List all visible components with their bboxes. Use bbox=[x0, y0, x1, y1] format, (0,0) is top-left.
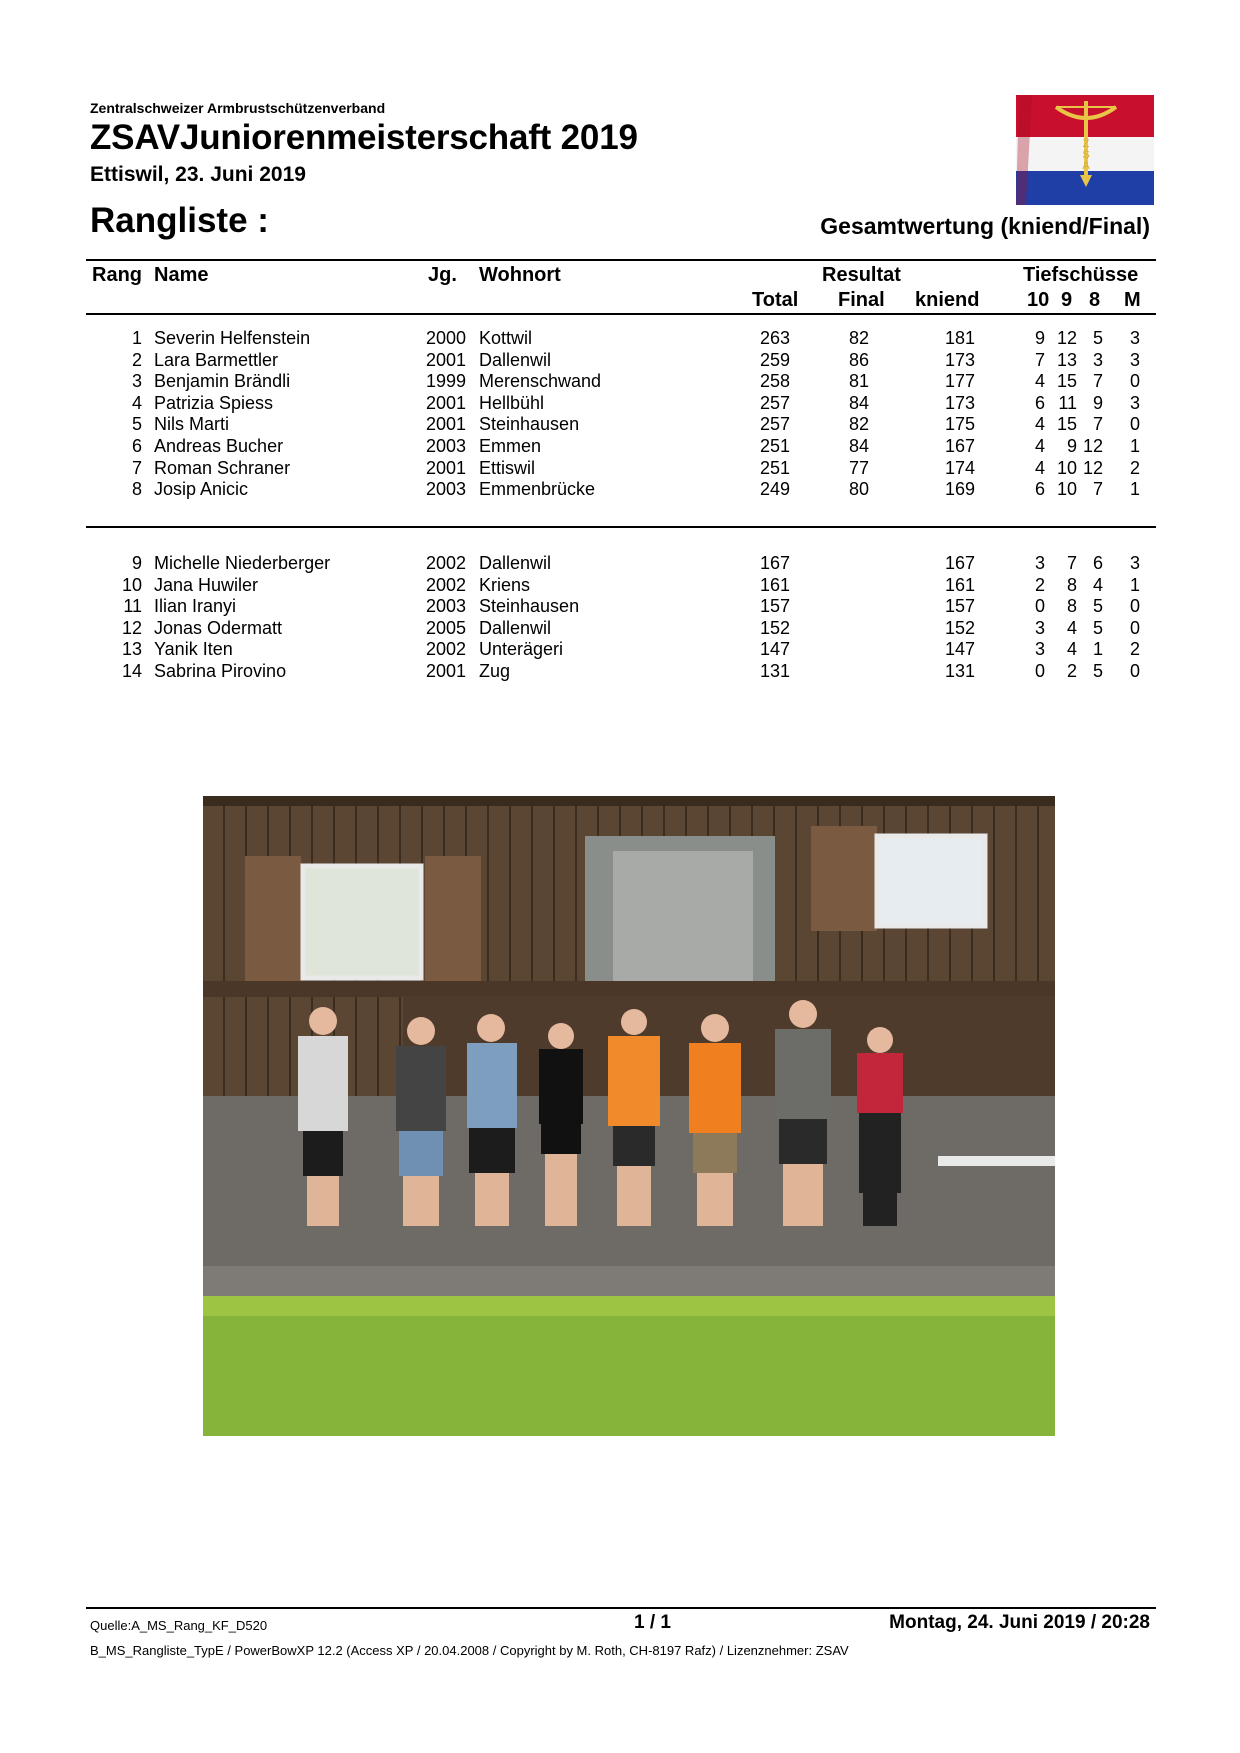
cell-t10: 6 bbox=[1034, 392, 1045, 413]
cell-tm: 3 bbox=[1129, 349, 1140, 370]
cell-tm: 0 bbox=[1129, 661, 1140, 681]
cell-t8: 12 bbox=[1082, 436, 1103, 456]
cell-rang: 4 bbox=[131, 392, 142, 413]
cell-jg: 2001 bbox=[425, 457, 466, 478]
col-header-t9: 9 bbox=[1061, 289, 1073, 311]
cell-jg: 2000 bbox=[425, 328, 466, 348]
cell-total: 251 bbox=[759, 436, 790, 456]
cell-t10: 0 bbox=[1034, 661, 1045, 681]
cell-wohnort: Steinhausen bbox=[479, 596, 580, 617]
cell-tm: 0 bbox=[1129, 371, 1140, 392]
cell-t9: 11 bbox=[1058, 392, 1077, 413]
cell-t10: 4 bbox=[1034, 371, 1045, 392]
cell-t8: 5 bbox=[1092, 661, 1103, 681]
cell-jg: 2003 bbox=[425, 596, 466, 617]
cell-rang: 5 bbox=[131, 414, 142, 435]
cell-rang: 13 bbox=[121, 639, 142, 660]
cell-kniend: 167 bbox=[944, 553, 975, 573]
cell-total: 258 bbox=[759, 371, 790, 392]
cell-t8: 3 bbox=[1092, 349, 1103, 370]
cell-wohnort: Merenschwand bbox=[479, 371, 602, 392]
cell-tm: 1 bbox=[1129, 479, 1140, 500]
cell-t10: 7 bbox=[1034, 349, 1045, 370]
cell-name: Michelle Niederberger bbox=[154, 553, 331, 573]
table-header-rule bbox=[86, 313, 1156, 315]
cell-rang: 3 bbox=[131, 371, 142, 392]
footer-print-date: Montag, 24. Juni 2019 / 20:28 bbox=[889, 1612, 1150, 1633]
cell-t9: 4 bbox=[1066, 639, 1077, 660]
col-header-kniend: kniend bbox=[915, 289, 980, 311]
cell-t9: 8 bbox=[1066, 596, 1077, 617]
cell-t8: 5 bbox=[1092, 328, 1103, 348]
cell-rang: 2 bbox=[131, 349, 142, 370]
cell-rang: 10 bbox=[121, 574, 142, 595]
col-header-jg: Jg. bbox=[428, 264, 457, 286]
cell-name: Roman Schraner bbox=[154, 457, 291, 478]
cell-tm: 3 bbox=[1129, 392, 1140, 413]
cell-wohnort: Ettiswil bbox=[479, 457, 536, 478]
cell-final: 84 bbox=[848, 392, 869, 413]
cell-name: Andreas Bucher bbox=[154, 436, 284, 456]
group-photo-icon bbox=[203, 796, 1055, 1436]
cell-t10: 4 bbox=[1034, 414, 1045, 435]
cell-tm: 2 bbox=[1129, 457, 1140, 478]
cell-t10: 6 bbox=[1034, 479, 1045, 500]
cell-wohnort: Emmenbrücke bbox=[479, 479, 596, 500]
cell-t10: 3 bbox=[1034, 617, 1045, 638]
cell-rang: 1 bbox=[131, 328, 142, 348]
cell-kniend: 181 bbox=[944, 328, 975, 348]
cell-t8: 7 bbox=[1092, 414, 1103, 435]
cell-t9: 8 bbox=[1066, 574, 1077, 595]
cell-jg: 2001 bbox=[425, 661, 466, 681]
cell-kniend: 161 bbox=[944, 574, 975, 595]
cell-rang: 12 bbox=[121, 617, 142, 638]
cell-t9: 12 bbox=[1056, 328, 1077, 348]
cell-total: 263 bbox=[759, 328, 790, 348]
cell-final: 80 bbox=[848, 479, 869, 500]
footer-source: Quelle:A_MS_Rang_KF_D520 bbox=[90, 1618, 268, 1633]
cell-name: Ilian Iranyi bbox=[154, 596, 237, 617]
cell-t9: 4 bbox=[1066, 617, 1077, 638]
col-header-t8: 8 bbox=[1089, 289, 1101, 311]
cell-wohnort: Unterägeri bbox=[479, 639, 564, 660]
cell-rang: 9 bbox=[131, 553, 142, 573]
evaluation-type: Gesamtwertung (kniend/Final) bbox=[820, 213, 1150, 239]
cell-jg: 2005 bbox=[425, 617, 466, 638]
cell-jg: 2002 bbox=[425, 553, 466, 573]
cell-t8: 1 bbox=[1092, 639, 1103, 660]
finalists-separator-rule bbox=[86, 526, 1156, 528]
cell-t10: 0 bbox=[1034, 596, 1045, 617]
cell-t8: 7 bbox=[1092, 371, 1103, 392]
cell-t8: 7 bbox=[1092, 479, 1103, 500]
cell-jg: 2002 bbox=[425, 639, 466, 660]
cell-t9: 2 bbox=[1066, 661, 1077, 681]
cell-jg: 2001 bbox=[425, 414, 466, 435]
cell-tm: 0 bbox=[1129, 617, 1140, 638]
cell-total: 147 bbox=[759, 639, 790, 660]
cell-t9: 15 bbox=[1056, 371, 1077, 392]
list-title: Rangliste : bbox=[90, 201, 269, 240]
cell-total: 152 bbox=[759, 617, 790, 638]
col-header-resultat: Resultat bbox=[822, 264, 901, 286]
cell-wohnort: Kriens bbox=[479, 574, 531, 595]
cell-final: 82 bbox=[848, 328, 869, 348]
cell-total: 249 bbox=[759, 479, 790, 500]
cell-name: Yanik Iten bbox=[154, 639, 233, 660]
organization-name: Zentralschweizer Armbrustschützenverband bbox=[90, 100, 386, 116]
cell-rang: 14 bbox=[121, 661, 142, 681]
cell-wohnort: Hellbühl bbox=[479, 392, 545, 413]
cell-name: Benjamin Brändli bbox=[154, 371, 291, 392]
cell-t9: 10 bbox=[1056, 457, 1077, 478]
cell-tm: 2 bbox=[1129, 639, 1140, 660]
cell-t10: 4 bbox=[1034, 436, 1045, 456]
cell-t8: 9 bbox=[1092, 392, 1103, 413]
cell-jg: 2003 bbox=[425, 479, 466, 500]
cell-total: 257 bbox=[759, 392, 790, 413]
col-header-wohnort: Wohnort bbox=[479, 264, 561, 286]
footer-copyright: B_MS_Rangliste_TypE / PowerBowXP 12.2 (Access XP / 20.04.2008 / Copyright by M. Roth, CH-8197 Rafz) / Lizenznehmer: ZSAV bbox=[90, 1643, 849, 1658]
cell-wohnort: Steinhausen bbox=[479, 414, 580, 435]
cell-final: 84 bbox=[848, 436, 869, 456]
table-top-rule bbox=[86, 259, 1156, 261]
col-header-total: Total bbox=[752, 289, 799, 311]
cell-kniend: 157 bbox=[944, 596, 975, 617]
crossbow-flag-icon bbox=[1016, 95, 1154, 205]
cell-t9: 9 bbox=[1066, 436, 1077, 456]
cell-total: 251 bbox=[759, 457, 790, 478]
cell-jg: 2001 bbox=[425, 392, 466, 413]
cell-wohnort: Dallenwil bbox=[479, 617, 552, 638]
cell-name: Josip Anicic bbox=[154, 479, 249, 500]
cell-kniend: 174 bbox=[944, 457, 975, 478]
cell-t10: 4 bbox=[1034, 457, 1045, 478]
cell-wohnort: Zug bbox=[479, 661, 511, 681]
cell-wohnort: Dallenwil bbox=[479, 553, 552, 573]
cell-name: Sabrina Pirovino bbox=[154, 661, 287, 681]
cell-kniend: 173 bbox=[944, 349, 975, 370]
cell-tm: 1 bbox=[1129, 436, 1140, 456]
col-header-final: Final bbox=[838, 289, 885, 311]
cell-t9: 15 bbox=[1056, 414, 1077, 435]
svg-text:Z: Z bbox=[1082, 138, 1090, 150]
col-header-tiefschuesse: Tiefschüsse bbox=[1023, 264, 1139, 286]
cell-rang: 6 bbox=[131, 436, 142, 456]
cell-name: Jana Huwiler bbox=[154, 574, 259, 595]
cell-final: 77 bbox=[848, 457, 869, 478]
cell-total: 259 bbox=[759, 349, 790, 370]
cell-final: 86 bbox=[848, 349, 869, 370]
cell-t8: 5 bbox=[1092, 596, 1103, 617]
col-header-rang: Rang bbox=[92, 264, 142, 286]
cell-t8: 4 bbox=[1092, 574, 1103, 595]
cell-total: 167 bbox=[759, 553, 790, 573]
cell-name: Nils Marti bbox=[154, 414, 229, 435]
footer-page-number: 1 / 1 bbox=[634, 1612, 671, 1633]
cell-kniend: 173 bbox=[944, 392, 975, 413]
cell-total: 257 bbox=[759, 414, 790, 435]
event-location-date: Ettiswil, 23. Juni 2019 bbox=[90, 163, 306, 186]
cell-rang: 8 bbox=[131, 479, 142, 500]
col-header-name: Name bbox=[154, 264, 209, 286]
footer-rule bbox=[86, 1607, 1156, 1609]
col-header-m: M bbox=[1124, 289, 1141, 311]
cell-t9: 10 bbox=[1056, 479, 1077, 500]
cell-tm: 0 bbox=[1129, 414, 1140, 435]
cell-name: Jonas Odermatt bbox=[154, 617, 283, 638]
cell-wohnort: Dallenwil bbox=[479, 349, 552, 370]
cell-kniend: 175 bbox=[944, 414, 975, 435]
cell-kniend: 152 bbox=[944, 617, 975, 638]
cell-rang: 11 bbox=[123, 596, 142, 617]
cell-jg: 2002 bbox=[425, 574, 466, 595]
cell-t9: 7 bbox=[1066, 553, 1077, 573]
cell-total: 131 bbox=[759, 661, 790, 681]
cell-t8: 5 bbox=[1092, 617, 1103, 638]
cell-tm: 1 bbox=[1129, 574, 1140, 595]
cell-tm: 3 bbox=[1129, 328, 1140, 348]
cell-rang: 7 bbox=[131, 457, 142, 478]
cell-jg: 2003 bbox=[425, 436, 466, 456]
cell-kniend: 167 bbox=[944, 436, 975, 456]
cell-total: 161 bbox=[759, 574, 790, 595]
cell-total: 157 bbox=[759, 596, 790, 617]
cell-kniend: 131 bbox=[944, 661, 975, 681]
cell-wohnort: Emmen bbox=[479, 436, 542, 456]
col-header-t10: 10 bbox=[1027, 289, 1050, 311]
cell-tm: 0 bbox=[1129, 596, 1140, 617]
cell-t10: 9 bbox=[1034, 328, 1045, 348]
cell-final: 81 bbox=[848, 371, 869, 392]
cell-jg: 2001 bbox=[425, 349, 466, 370]
svg-text:S: S bbox=[1082, 149, 1090, 161]
cell-t8: 6 bbox=[1092, 553, 1103, 573]
cell-final: 82 bbox=[848, 414, 869, 435]
cell-t10: 2 bbox=[1034, 574, 1045, 595]
cell-kniend: 169 bbox=[944, 479, 975, 500]
cell-t10: 3 bbox=[1034, 553, 1045, 573]
cell-name: Lara Barmettler bbox=[154, 349, 279, 370]
cell-name: Patrizia Spiess bbox=[154, 392, 274, 413]
cell-t10: 3 bbox=[1034, 639, 1045, 660]
cell-jg: 1999 bbox=[425, 371, 466, 392]
cell-t8: 12 bbox=[1082, 457, 1103, 478]
svg-text:A: A bbox=[1082, 160, 1090, 172]
cell-name: Severin Helfenstein bbox=[154, 328, 311, 348]
cell-kniend: 177 bbox=[944, 371, 975, 392]
cell-kniend: 147 bbox=[944, 639, 975, 660]
cell-tm: 3 bbox=[1129, 553, 1140, 573]
cell-t9: 13 bbox=[1056, 349, 1077, 370]
page-title: ZSAVJuniorenmeisterschaft 2019 bbox=[90, 118, 638, 157]
cell-wohnort: Kottwil bbox=[479, 328, 533, 348]
